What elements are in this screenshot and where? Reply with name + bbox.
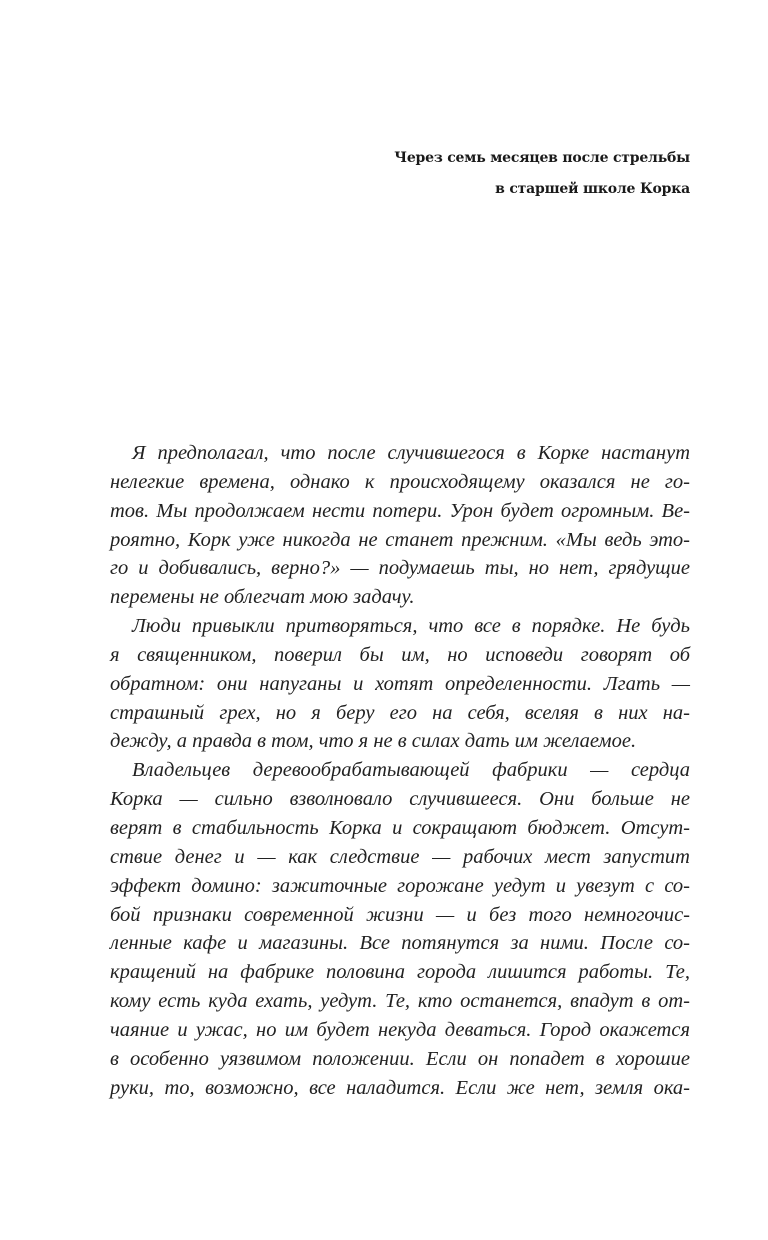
heading-line: Через семь месяцев после стрельбы bbox=[394, 150, 690, 166]
text-line: обратном: они напуганы и хотят определенности. Лгать — bbox=[110, 672, 690, 695]
text-line: ствие денег и — как следствие — рабочих мест запустит bbox=[110, 845, 690, 868]
text-line: чаяние и ужас, но им будет некуда деваться. Город окажется bbox=[110, 1018, 690, 1041]
heading-line: в старшей школе Корка bbox=[495, 181, 690, 197]
body-text bbox=[110, 439, 690, 1102]
text-line: в особенно уязвимом положении. Если он попадет в хорошие bbox=[110, 1047, 690, 1070]
text-line: нелегкие времена, однако к происходящему оказался не го- bbox=[110, 470, 690, 493]
text-line: верят в стабильность Корка и сокращают бюджет. Отсут- bbox=[110, 816, 690, 839]
text-line: го и добивались, верно?» — подумаешь ты, но нет, грядущие bbox=[110, 557, 690, 580]
paragraph bbox=[110, 439, 690, 612]
text-line: Корка — сильно взволновало случившееся. Они больше не bbox=[110, 788, 690, 811]
text-line: бой признаки современной жизни — и без того немногочис- bbox=[110, 903, 690, 926]
chapter-epigraph-heading bbox=[394, 143, 690, 205]
text-line: Люди привыкли притворяться, что все в порядке. Не будь bbox=[132, 615, 690, 638]
text-line: руки, то, возможно, все наладится. Если же нет, земля ока- bbox=[110, 1076, 690, 1099]
text-line: эффект домино: зажиточные горожане уедут и увезут с со- bbox=[110, 874, 690, 897]
text-line: перемены не облегчат мою задачу. bbox=[110, 586, 415, 609]
text-line: Я предполагал, что после случившегося в Корке настанут bbox=[132, 442, 690, 464]
paragraph bbox=[110, 612, 690, 756]
text-line: кращений на фабрике половина города лишится работы. Те, bbox=[110, 961, 690, 984]
text-line: Владельцев деревообрабатывающей фабрики — сердца bbox=[132, 759, 690, 782]
text-line: кому есть куда ехать, уедут. Те, кто останется, впадут в от- bbox=[110, 990, 690, 1013]
text-line: я священником, поверил бы им, но исповеди говорят об bbox=[110, 643, 690, 666]
text-line: страшный грех, но я беру его на себя, вселяя в них на- bbox=[110, 701, 690, 724]
text-line: роятно, Корк уже никогда не станет прежним. «Мы ведь это- bbox=[110, 528, 690, 551]
text-line: ленные кафе и магазины. Все потянутся за ними. После со- bbox=[110, 932, 690, 955]
text-line: тов. Мы продолжаем нести потери. Урон будет огромным. Ве- bbox=[110, 499, 690, 522]
paragraph bbox=[110, 756, 690, 1102]
text-line: дежду, а правда в том, что я не в силах дать им желаемое. bbox=[110, 730, 637, 753]
